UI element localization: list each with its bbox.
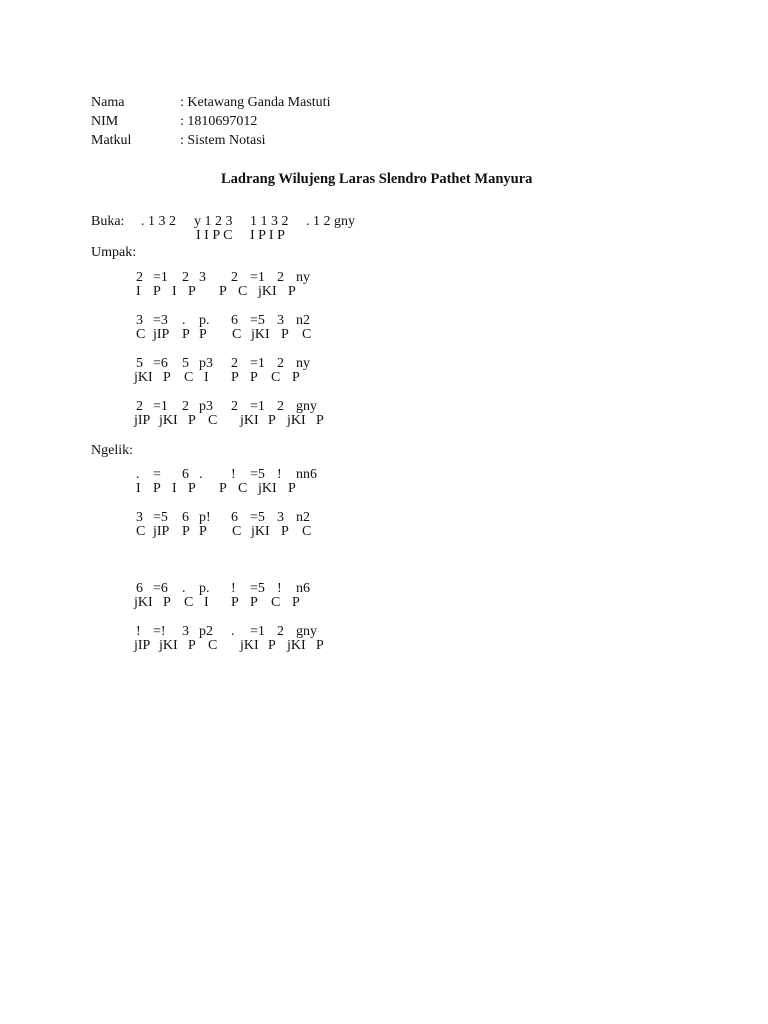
notation-mark: I bbox=[136, 481, 141, 496]
notation-note: ! bbox=[231, 467, 236, 482]
notation-mark: C bbox=[271, 595, 281, 610]
notation-mark: P bbox=[316, 638, 324, 653]
buka-group: . 1 3 2 bbox=[141, 214, 176, 229]
notation-mark: P bbox=[188, 638, 196, 653]
notation-note: 6 bbox=[136, 581, 143, 596]
notation-note: =1 bbox=[250, 399, 265, 414]
notation-note: 5 bbox=[182, 356, 189, 371]
notation-note: 2 bbox=[277, 624, 284, 639]
notation-mark: P bbox=[199, 524, 207, 539]
notation-note: nn6 bbox=[296, 467, 317, 482]
notation-note: p3 bbox=[199, 399, 213, 414]
notation-note: =1 bbox=[153, 399, 168, 414]
notation-note: 3 bbox=[199, 270, 206, 285]
notation-mark: C bbox=[271, 370, 281, 385]
notation-mark: I bbox=[204, 595, 209, 610]
notation-mark: C bbox=[238, 481, 248, 496]
identity-value-nim: : 1810697012 bbox=[180, 114, 258, 129]
notation-mark: P bbox=[163, 595, 171, 610]
notation-note: 3 bbox=[136, 313, 143, 328]
notation-note: 6 bbox=[231, 510, 238, 525]
buka-label: Buka: bbox=[91, 214, 125, 229]
buka-group: 1 1 3 2 bbox=[250, 214, 289, 229]
notation-note: ! bbox=[136, 624, 141, 639]
buka-mark: I I P C bbox=[196, 228, 233, 243]
notation-note: 2 bbox=[231, 399, 238, 414]
notation-note: p. bbox=[199, 313, 210, 328]
notation-mark: P bbox=[250, 595, 258, 610]
notation-note: n2 bbox=[296, 313, 310, 328]
notation-note: p. bbox=[199, 581, 210, 596]
notation-mark: C bbox=[208, 413, 218, 428]
notation-note: =1 bbox=[250, 270, 265, 285]
notation-mark: P bbox=[231, 595, 239, 610]
buka-group: . 1 2 gny bbox=[306, 214, 355, 229]
notation-note: ny bbox=[296, 356, 310, 371]
notation-note: gny bbox=[296, 624, 317, 639]
buka-group: y 1 2 3 bbox=[194, 214, 233, 229]
notation-note: ! bbox=[277, 467, 282, 482]
notation-note: 3 bbox=[277, 313, 284, 328]
notation-mark: C bbox=[232, 524, 242, 539]
notation-note: =5 bbox=[153, 510, 168, 525]
notation-mark: jKI bbox=[287, 638, 306, 653]
notation-note: 2 bbox=[277, 399, 284, 414]
notation-note: p3 bbox=[199, 356, 213, 371]
notation-mark: jKI bbox=[251, 524, 270, 539]
notation-note: 2 bbox=[136, 399, 143, 414]
notation-note: p2 bbox=[199, 624, 213, 639]
notation-mark: I bbox=[204, 370, 209, 385]
notation-note: =1 bbox=[250, 356, 265, 371]
notation-note: 5 bbox=[136, 356, 143, 371]
notation-note: =! bbox=[153, 624, 166, 639]
notation-mark: P bbox=[219, 481, 227, 496]
notation-mark: C bbox=[208, 638, 218, 653]
notation-note: =3 bbox=[153, 313, 168, 328]
notation-mark: jIP bbox=[134, 413, 151, 428]
notation-mark: P bbox=[316, 413, 324, 428]
notation-mark: I bbox=[172, 284, 177, 299]
notation-mark: jKI bbox=[240, 638, 259, 653]
notation-mark: C bbox=[232, 327, 242, 342]
notation-note: =5 bbox=[250, 313, 265, 328]
identity-label-nim: NIM bbox=[91, 114, 119, 129]
page-title: Ladrang Wilujeng Laras Slendro Pathet Manyura bbox=[221, 171, 533, 187]
notation-note: 3 bbox=[182, 624, 189, 639]
notation-mark: P bbox=[188, 413, 196, 428]
notation-mark: P bbox=[231, 370, 239, 385]
notation-mark: jKI bbox=[134, 370, 153, 385]
notation-note: 2 bbox=[231, 270, 238, 285]
notation-mark: C bbox=[302, 327, 312, 342]
notation-note: =6 bbox=[153, 581, 168, 596]
notation-mark: I bbox=[136, 284, 141, 299]
umpak-label: Umpak: bbox=[91, 245, 137, 260]
notation-note: p! bbox=[199, 510, 211, 525]
notation-mark: jKI bbox=[287, 413, 306, 428]
notation-mark: P bbox=[163, 370, 171, 385]
notation-mark: P bbox=[281, 524, 289, 539]
ngelik-label: Ngelik: bbox=[91, 443, 133, 458]
notation-note: . bbox=[199, 467, 203, 482]
notation-note: =5 bbox=[250, 581, 265, 596]
notation-mark: jKI bbox=[258, 284, 277, 299]
notation-mark: C bbox=[136, 327, 146, 342]
buka-mark: I P I P bbox=[250, 228, 285, 243]
notation-mark: P bbox=[288, 284, 296, 299]
notation-mark: jKI bbox=[240, 413, 259, 428]
notation-mark: P bbox=[288, 481, 296, 496]
notation-mark: P bbox=[268, 638, 276, 653]
notation-note: . bbox=[182, 581, 186, 596]
notation-note: 6 bbox=[182, 467, 189, 482]
notation-note: 2 bbox=[231, 356, 238, 371]
notation-mark: P bbox=[199, 327, 207, 342]
notation-mark: P bbox=[188, 481, 196, 496]
notation-mark: jKI bbox=[159, 413, 178, 428]
notation-mark: P bbox=[292, 595, 300, 610]
notation-note: 3 bbox=[277, 510, 284, 525]
identity-value-matkul: : Sistem Notasi bbox=[180, 133, 266, 148]
identity-label-nama: Nama bbox=[91, 95, 125, 110]
notation-note: 2 bbox=[277, 356, 284, 371]
notation-mark: C bbox=[302, 524, 312, 539]
notation-note: =1 bbox=[153, 270, 168, 285]
notation-note: ! bbox=[231, 581, 236, 596]
notation-mark: I bbox=[172, 481, 177, 496]
notation-note: ny bbox=[296, 270, 310, 285]
notation-note: =5 bbox=[250, 510, 265, 525]
notation-note: 2 bbox=[136, 270, 143, 285]
notation-mark: P bbox=[182, 524, 190, 539]
notation-mark: jKI bbox=[251, 327, 270, 342]
notation-note: . bbox=[231, 624, 235, 639]
notation-mark: jIP bbox=[153, 327, 170, 342]
notation-note: = bbox=[153, 467, 161, 482]
notation-note: 6 bbox=[182, 510, 189, 525]
notation-note: 2 bbox=[182, 399, 189, 414]
notation-note: ! bbox=[277, 581, 282, 596]
notation-note: 6 bbox=[231, 313, 238, 328]
notation-mark: P bbox=[188, 284, 196, 299]
notation-note: =1 bbox=[250, 624, 265, 639]
notation-mark: P bbox=[292, 370, 300, 385]
notation-note: 3 bbox=[136, 510, 143, 525]
notation-note: n2 bbox=[296, 510, 310, 525]
notation-mark: P bbox=[182, 327, 190, 342]
notation-note: . bbox=[136, 467, 140, 482]
notation-mark: C bbox=[136, 524, 146, 539]
notation-mark: P bbox=[153, 284, 161, 299]
identity-label-matkul: Matkul bbox=[91, 133, 132, 148]
notation-mark: C bbox=[184, 595, 194, 610]
notation-mark: jKI bbox=[258, 481, 277, 496]
notation-mark: P bbox=[153, 481, 161, 496]
notation-note: =5 bbox=[250, 467, 265, 482]
notation-mark: P bbox=[250, 370, 258, 385]
notation-note: . bbox=[182, 313, 186, 328]
notation-note: =6 bbox=[153, 356, 168, 371]
notation-note: 2 bbox=[277, 270, 284, 285]
notation-mark: P bbox=[219, 284, 227, 299]
notation-mark: C bbox=[238, 284, 248, 299]
notation-mark: jKI bbox=[134, 595, 153, 610]
notation-mark: jKI bbox=[159, 638, 178, 653]
identity-value-nama: : Ketawang Ganda Mastuti bbox=[180, 95, 331, 110]
notation-mark: jIP bbox=[134, 638, 151, 653]
notation-note: n6 bbox=[296, 581, 310, 596]
notation-mark: P bbox=[268, 413, 276, 428]
notation-mark: P bbox=[281, 327, 289, 342]
notation-note: 2 bbox=[182, 270, 189, 285]
notation-mark: jIP bbox=[153, 524, 170, 539]
notation-note: gny bbox=[296, 399, 317, 414]
notation-mark: C bbox=[184, 370, 194, 385]
